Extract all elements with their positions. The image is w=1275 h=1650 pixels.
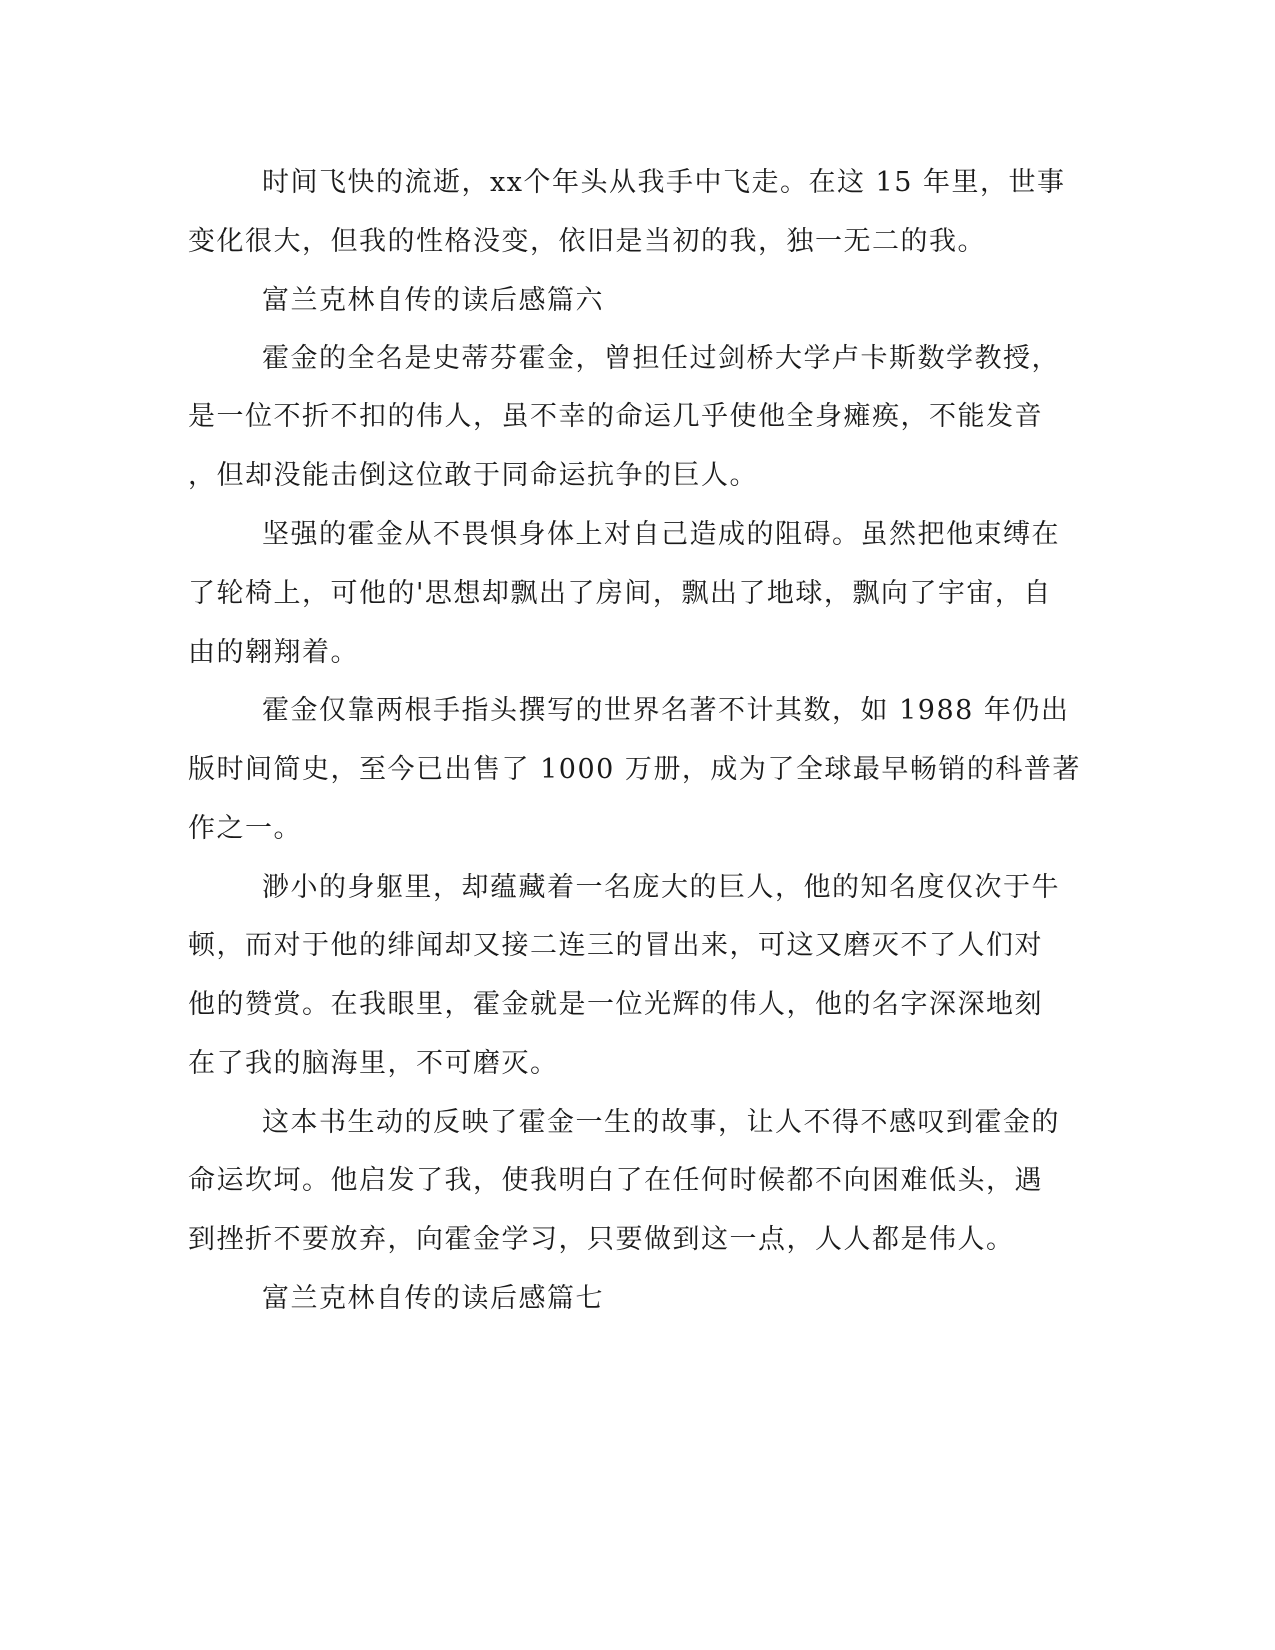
section-heading: 富兰克林自传的读后感篇七 bbox=[262, 1283, 604, 1314]
paragraph-line: 霍金的全名是史蒂芬霍金，曾担任过剑桥大学卢卡斯数学教授， bbox=[262, 343, 1060, 374]
paragraph-line: 是一位不折不扣的伟人，虽不幸的命运几乎使他全身瘫痪，不能发音 bbox=[188, 401, 1043, 432]
paragraph-line: 变化很大，但我的性格没变，依旧是当初的我，独一无二的我。 bbox=[188, 226, 986, 257]
paragraph-line: 了轮椅上，可他的'思想却飘出了房间，飘出了地球，飘向了宇宙，自 bbox=[188, 578, 1052, 609]
paragraph-line: ，但却没能击倒这位敢于同命运抗争的巨人。 bbox=[188, 460, 758, 491]
paragraph-line: 他的赞赏。在我眼里，霍金就是一位光辉的伟人，他的名字深深地刻 bbox=[188, 989, 1043, 1020]
paragraph-line: 作之一。 bbox=[188, 813, 302, 844]
paragraph-line: 霍金仅靠两根手指头撰写的世界名著不计其数，如 1988 年仍出 bbox=[262, 695, 1070, 726]
paragraph-line: 命运坎坷。他启发了我，使我明白了在任何时候都不向困难低头，遇 bbox=[188, 1165, 1043, 1196]
paragraph-line: 时间飞快的流逝，xx个年头从我手中飞走。在这 15 年里，世事 bbox=[262, 167, 1066, 198]
paragraph-line: 渺小的身躯里，却蕴藏着一名庞大的巨人，他的知名度仅次于牛 bbox=[262, 872, 1060, 903]
paragraph-line: 顿，而对于他的绯闻却又接二连三的冒出来，可这又磨灭不了人们对 bbox=[188, 930, 1043, 961]
section-heading: 富兰克林自传的读后感篇六 bbox=[262, 285, 604, 316]
paragraph-line: 版时间简史，至今已出售了 1000 万册，成为了全球最早畅销的科普著 bbox=[188, 754, 1081, 785]
paragraph-line: 到挫折不要放弃，向霍金学习，只要做到这一点，人人都是伟人。 bbox=[188, 1224, 1015, 1255]
paragraph-line: 在了我的脑海里，不可磨灭。 bbox=[188, 1048, 559, 1079]
paragraph-line: 这本书生动的反映了霍金一生的故事，让人不得不感叹到霍金的 bbox=[262, 1107, 1060, 1138]
paragraph-line: 坚强的霍金从不畏惧身体上对自己造成的阻碍。虽然把他束缚在 bbox=[262, 519, 1060, 550]
paragraph-line: 由的翱翔着。 bbox=[188, 637, 359, 668]
